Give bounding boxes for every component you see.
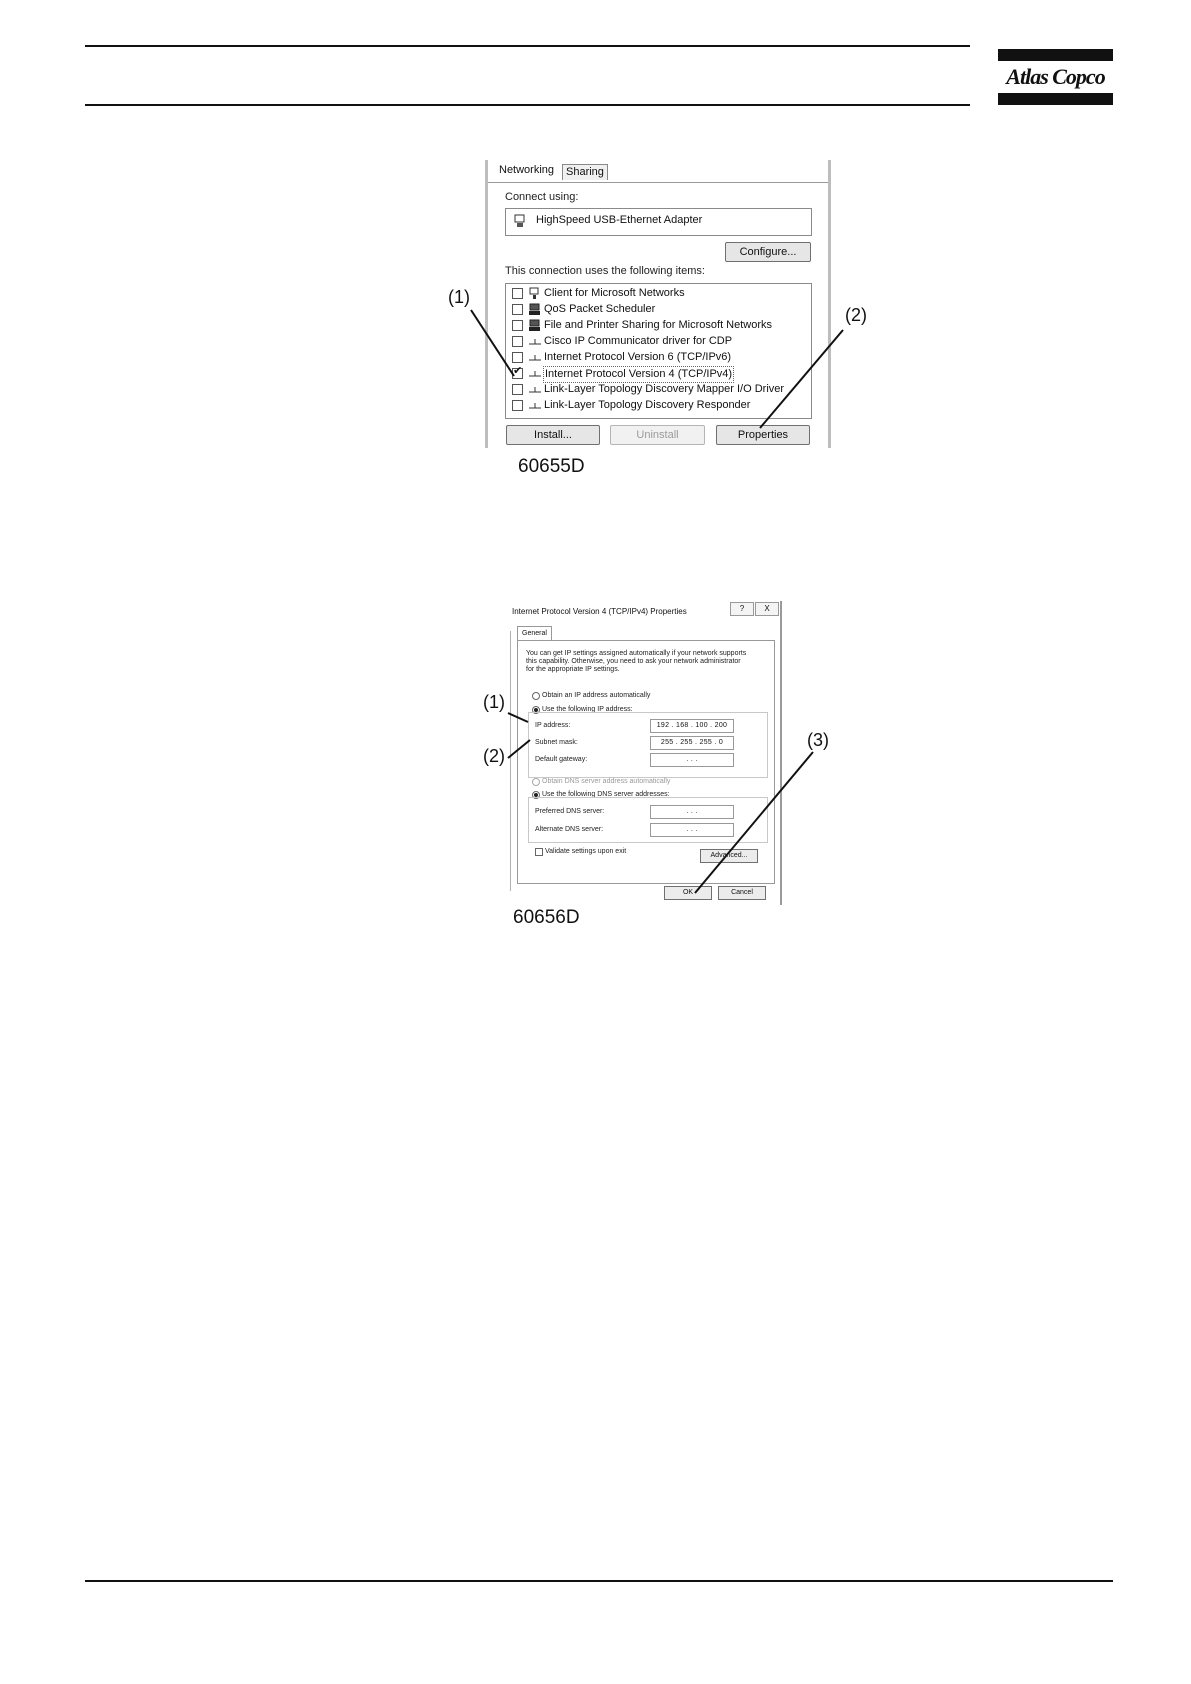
footer-rule	[85, 1580, 1113, 1582]
item-label: Link-Layer Topology Discovery Responder	[544, 399, 751, 411]
ip-address-field[interactable]: 192 . 168 . 100 . 200	[650, 719, 734, 733]
connect-using-label: Connect using:	[505, 191, 579, 203]
tab-general[interactable]: General	[517, 626, 552, 640]
close-icon[interactable]: X	[755, 602, 779, 616]
validate-label: Validate settings upon exit	[545, 848, 627, 855]
item-label: Cisco IP Communicator driver for CDP	[544, 335, 733, 347]
default-gateway-field[interactable]: . . .	[650, 753, 734, 767]
alternate-dns-label: Alternate DNS server:	[535, 826, 604, 833]
tab-networking[interactable]: Networking	[496, 161, 557, 179]
item-label: Internet Protocol Version 4 (TCP/IPv4)	[543, 366, 734, 383]
install-button[interactable]: Install...	[506, 425, 600, 445]
use-following-dns-label: Use the following DNS server addresses:	[542, 791, 670, 798]
cancel-button[interactable]: Cancel	[718, 886, 766, 900]
item-label: Link-Layer Topology Discovery Mapper I/O Driver	[544, 383, 785, 395]
figure-caption: 60655D	[518, 456, 585, 477]
callout-2: (2)	[483, 746, 505, 766]
item-label: Client for Microsoft Networks	[544, 287, 685, 299]
leader-line-2	[508, 740, 530, 758]
obtain-dns-auto-label: Obtain DNS server address automatically	[542, 778, 671, 785]
checkmark-icon: ✔	[513, 365, 523, 377]
ip-address-label: IP address:	[535, 722, 571, 729]
figure-caption: 60656D	[513, 907, 580, 928]
item-label: QoS Packet Scheduler	[544, 303, 656, 315]
intro-text-line: this capability. Otherwise, you need to ask your network administrator	[526, 658, 741, 665]
callout-2: (2)	[845, 305, 867, 325]
callout-1: (1)	[483, 692, 505, 712]
preferred-dns-field[interactable]: . . .	[650, 805, 734, 819]
ok-button[interactable]: OK	[664, 886, 712, 900]
intro-text-line: You can get IP settings assigned automatically if your network supports	[526, 650, 747, 657]
item-label: Internet Protocol Version 6 (TCP/IPv6)	[544, 351, 732, 363]
subnet-mask-label: Subnet mask:	[535, 739, 578, 746]
uninstall-button[interactable]: Uninstall	[610, 425, 705, 445]
configure-button[interactable]: Configure...	[725, 242, 811, 262]
dialog-title: Internet Protocol Version 4 (TCP/IPv4) Properties	[512, 607, 687, 616]
logo-text: Atlas Copco	[1006, 64, 1105, 89]
subnet-mask-field[interactable]: 255 . 255 . 255 . 0	[650, 736, 734, 750]
preferred-dns-label: Preferred DNS server:	[535, 808, 605, 815]
leader-line-3	[695, 752, 813, 893]
item-label: File and Printer Sharing for Microsoft Networks	[544, 319, 773, 331]
callout-3: (3)	[807, 730, 829, 750]
help-icon[interactable]: ?	[730, 602, 754, 616]
properties-button[interactable]: Properties	[716, 425, 810, 445]
default-gateway-label: Default gateway:	[535, 756, 588, 763]
adapter-name: HighSpeed USB-Ethernet Adapter	[536, 214, 703, 226]
callout-1: (1)	[448, 287, 470, 307]
items-label: This connection uses the following items:	[505, 265, 705, 277]
alternate-dns-field[interactable]: . . .	[650, 823, 734, 837]
leader-line-1	[508, 713, 528, 722]
intro-text-line: for the appropriate IP settings.	[526, 666, 620, 673]
use-following-ip-label: Use the following IP address:	[542, 706, 633, 713]
advanced-button[interactable]: Advanced...	[700, 849, 758, 863]
obtain-ip-auto-label: Obtain an IP address automatically	[542, 692, 651, 699]
tab-sharing[interactable]: Sharing	[562, 164, 608, 180]
